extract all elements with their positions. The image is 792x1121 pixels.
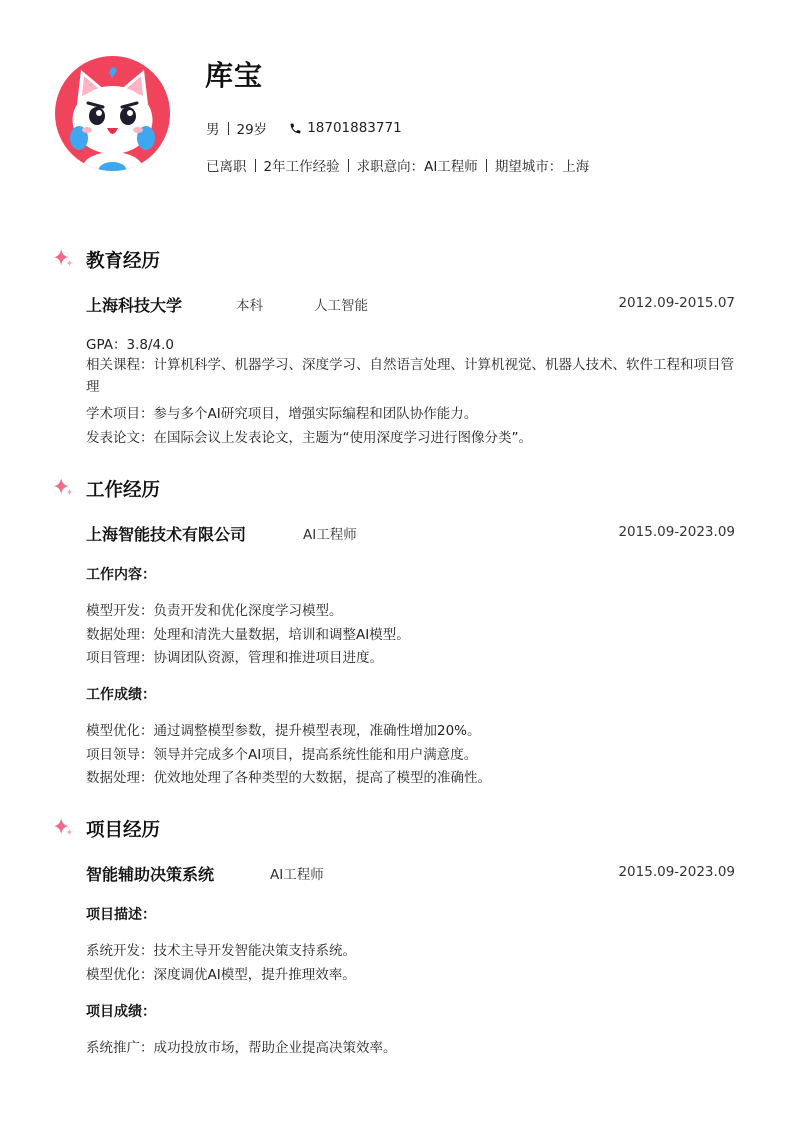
- degree: 本科: [236, 298, 263, 314]
- section-title-project: 项目经历: [86, 820, 161, 841]
- major: 人工智能: [314, 298, 368, 314]
- company-name: 上海智能技术有限公司: [86, 525, 247, 544]
- project-desc-title: 项目描述：: [86, 907, 156, 923]
- list-item: 模型开发：负责开发和优化深度学习模型。: [86, 603, 343, 619]
- list-item: 模型优化：通过调整模型参数，提升模型表现，准确性增加20%。: [86, 723, 481, 739]
- work-content-title: 工作内容：: [86, 567, 156, 583]
- project-name: 智能辅助决策系统: [86, 865, 215, 884]
- employment-status: 已离职: [206, 159, 247, 175]
- education-gpa: GPA：3.8/4.0: [86, 337, 174, 353]
- project-role: AI工程师: [270, 867, 324, 883]
- school-name: 上海科技大学: [86, 296, 183, 315]
- section-title-education: 教育经历: [86, 251, 161, 272]
- basic-info-row: [206, 118, 402, 138]
- job-intent: 求职意向：AI工程师: [356, 159, 478, 175]
- work-results-title: 工作成绩：: [86, 687, 156, 703]
- sparkle-icon: [52, 247, 74, 269]
- project-results-title: 项目成绩：: [86, 1004, 156, 1020]
- section-title-work: 工作经历: [86, 480, 161, 501]
- divider: [255, 159, 256, 172]
- work-date: 2015.09-2023.09: [618, 524, 735, 540]
- phone-number: 18701883771: [307, 120, 402, 136]
- phone-icon: [289, 122, 302, 135]
- divider: [486, 159, 487, 172]
- candidate-name: 库宝: [205, 59, 264, 92]
- work-experience: 2年工作经验: [263, 159, 340, 175]
- divider: [348, 159, 349, 172]
- job-info-row: [206, 155, 589, 175]
- sparkle-icon: [52, 816, 74, 838]
- list-item: 数据处理：优效地处理了各种类型的大数据，提高了模型的准确性。: [86, 770, 491, 786]
- list-item: 系统推广：成功投放市场，帮助企业提高决策效率。: [86, 1040, 397, 1056]
- education-date: 2012.09-2015.07: [618, 295, 735, 311]
- list-item: 项目管理：协调团队资源，管理和推进项目进度。: [86, 650, 383, 666]
- list-item: 模型优化：深度调优AI模型，提升推理效率。: [86, 967, 356, 983]
- education-projects: 学术项目：参与多个AI研究项目，增强实际编程和团队协作能力。: [86, 406, 478, 422]
- work-role: AI工程师: [303, 527, 357, 543]
- list-item: 数据处理：处理和清洗大量数据，培训和调整AI模型。: [86, 627, 410, 643]
- education-papers: 发表论文：在国际会议上发表论文，主题为“使用深度学习进行图像分类”。: [86, 430, 532, 446]
- list-item: 系统开发：技术主导开发智能决策支持系统。: [86, 943, 356, 959]
- age: 29岁: [236, 122, 268, 138]
- education-courses: 相关课程：计算机科学、机器学习、深度学习、自然语言处理、计算机视觉、机器人技术、软件工程和项目管理: [86, 357, 734, 395]
- expected-city: 期望城市：上海: [494, 159, 590, 175]
- sparkle-icon: [52, 476, 74, 498]
- project-date: 2015.09-2023.09: [618, 864, 735, 880]
- list-item: 项目领导：领导并完成多个AI项目，提高系统性能和用户满意度。: [86, 747, 478, 763]
- gender: 男: [206, 122, 220, 138]
- divider: [228, 122, 229, 135]
- avatar: [55, 56, 170, 171]
- cat-mascot-icon: [55, 56, 170, 171]
